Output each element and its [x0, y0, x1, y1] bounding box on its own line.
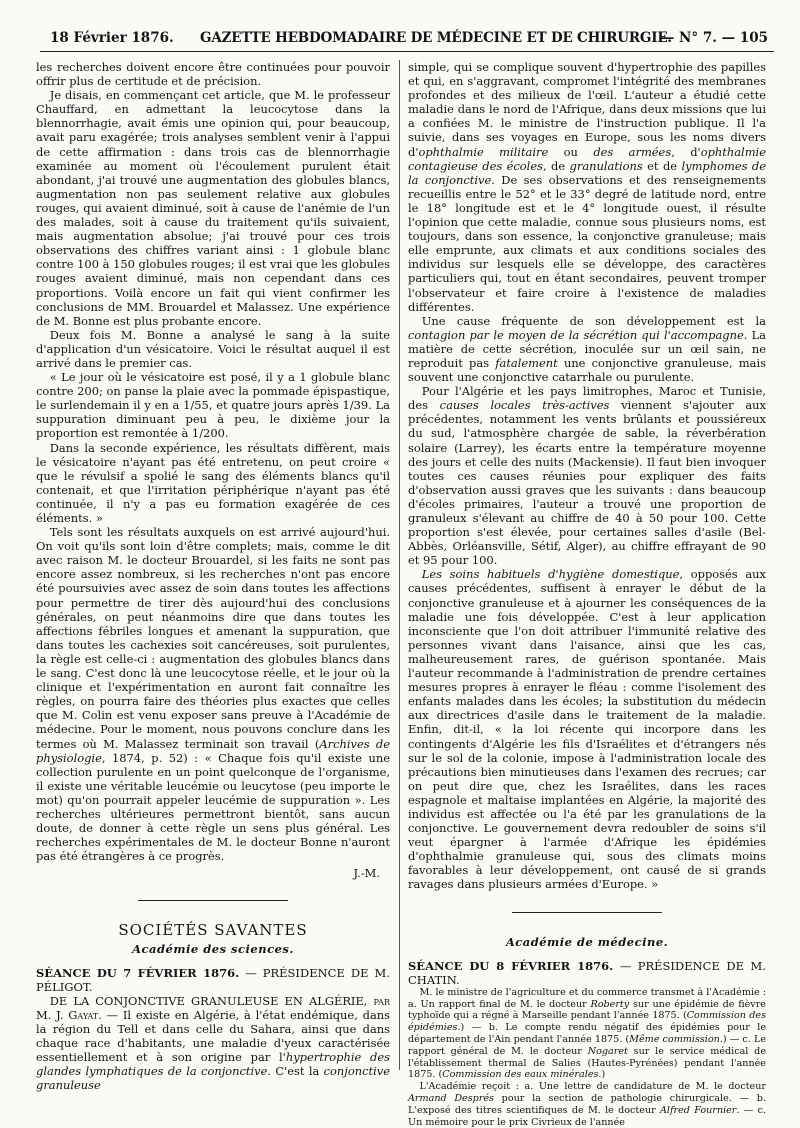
text-run: une conjonctive granuleuse, mais souvent une conjonctive catarrhale ou purulente. [408, 355, 766, 385]
text-run: sur le service médical de l'établissement thermal de Salies (Hautes-Pyrénées) pendant l'année 1875. ( [408, 1045, 766, 1081]
seance-presidency: — PRÉSIDENCE DE M. PÉLIGOT. [36, 965, 390, 994]
paragraph: les recherches doivent encore être continuées pour pouvoir offrir plus de certitude et de précision. [36, 60, 390, 89]
text-run: Une cause fréquente de son développement est la [421, 313, 766, 328]
text-run: ou [548, 144, 594, 159]
text-run: M. le ministre de l'agriculture et du commerce transmet à l'Académie : a. Un rapport final de M. le docteur [408, 986, 766, 1010]
section-subtitle: Académie des sciences. [132, 941, 294, 956]
paragraph [408, 384, 766, 567]
text-run: pour la section de pathologie chirurgicale. — b. L'exposé des titres scientifiques de M. le docteur [408, 1092, 767, 1116]
header-date: 18 Février 1876. [50, 30, 174, 46]
text-run: Pour l'Algérie et les pays limitrophes, Maroc et Tunisie, des [408, 384, 766, 413]
page-header [50, 30, 768, 52]
text-run: simple, qui se complique souvent d'hypertrophie des papilles et qui, en s'aggravant, compromet l'intégrité des membranes profondes et des milieux de l'œil. L'auteur a étudié cette maladie dans le nord de l'Afrique, dans deux missions que lui a confiées M. le ministre de l'instruction publique. Il l'a suivie, dans ses voyages en Europe, sous les noms divers d' [408, 60, 766, 159]
seance-line [408, 959, 766, 987]
signature: J.-M. [353, 866, 380, 881]
italic-run: contagion par le moyen de la sécrétion qui l'accompagne [408, 327, 744, 342]
paragraph: Dans la seconde expérience, les résultats diffèrent, mais le vésicatoire n'ayant pas été entretenu, on peut croire « que le révulsif a spolié le sang des éléments blancs qu'il contenait, et que l'irritation périphérique n'ayant pas été continuée, il n'y a pas eu formation exagérée de ces éléments. » [36, 440, 390, 525]
left-column [36, 60, 391, 1093]
article-title: DE LA CONJONCTIVE GRANULEUSE EN ALGÉRIE, par M. J. Gayat. [36, 993, 390, 1022]
text-run: , opposés aux causes précédentes, suffisent à enrayer le début de la conjonctive granuleuse et à ajourner les conséquences de la maladie une fois développée. C'est à leur application inconsciente que l'on doit attribuer l'immunité relative des personnes vivant dans l'aisance, ainsi que les cas, malheureusement rares, de guérison spontanée. Mais l'auteur recommande à l'administration de prendre certaines mesures propres à enrayer le fléau : comme l'isolement des enfants malades dans les écoles; la substitution du médecin aux directrices d'asile dans le traitement de la maladie. Enfin, dit-il, « la loi récente qui incorpore dans les contingents d'Algérie les fils d'Israélites et d'étrangers nés sur le sol de la colonie, impose à l'administration locale des précautions bien minutieuses dans l'examen des recrues; car on peut dire que, chez les Israélites, dans les races espagnole et maltaise implantées en Algérie, la majorité des individus est affectée ou l'a été par les granulations de la conjonctive. Le gouvernement devra redoubler de soins s'il veut épargner à l'armée d'Afrique les épidémies d'ophthalmie granuleuse qui, sous des climats moins favorables à leur développement, ont causé de si grands ravages dans plusieurs armées d'Europe. » [408, 567, 766, 892]
text-run: , d' [671, 144, 701, 159]
italic-run: ophthalmie militaire [418, 144, 549, 159]
text-run: , 1874, p. 52) : « Chaque fois qu'il existe une collection purulente en un point quelconque de l'organisme, il existe une véritable leucémie ou leucytose (peu importe le mot) qu'on pourrait appeler leucémie de suppuration ». Les recherches ultérieures permettront bientôt, sans aucun doute, de donner à cette règle un sens plus général. Les recherches expérimentales de M. le docteur Bonne n'auront pas été étrangères à ce progrès. [36, 750, 390, 864]
italic-run: Roberty [590, 998, 630, 1010]
text-run: — Il existe en Algérie, à l'état endémique, dans la région du Tell et dans celle du Sahara, ainsi que dans chaque race d'habitants, une maladie d'yeux caractérisée essentiellement et à son origine par l' [36, 1007, 391, 1065]
text-run: et de [642, 158, 682, 173]
section-separator [512, 912, 662, 913]
paragraph: « Le jour où le vésicatoire est posé, il y a 1 globule blanc contre 200; on panse la plaie avec la pommade épispastique, le surlendemain il y en a 1/55, et quatre jours après 1/39. La suppuration diminuant peu à peu, le dixième jour la proportion est remontée à 1/200. [36, 370, 390, 441]
italic-run: Commission des épidémies [408, 1010, 766, 1034]
italic-run: Nogaret [587, 1045, 628, 1057]
italic-run: des armées [593, 144, 672, 159]
minutes-block [408, 987, 766, 1128]
paragraph [36, 525, 390, 863]
italic-run: Même commission [629, 1034, 720, 1045]
seance-date: SÉANCE DU 7 FÉVRIER 1876. [36, 965, 240, 980]
text-run: viennent s'ajouter aux précédentes, notamment les vents brûlants et poussiéreux du sud, l'atmosphère chargée de sable, la réverbération solaire (Larrey), les écarts entre la température moyenne des jours et celle des nuits (Mackensie). Il faut bien invoquer toutes ces causes réunies pour expliquer des faits d'observation aussi graves que les suivants : dans beaucoup d'écoles primaires, l'auteur a trouvé une proportion de granuleux s'élevant au chiffre de 40 à 50 pour 100. Cette proportion s'est élevée, pour certaines salles d'asile (Bel-Abbès, Orléansville, Sétif, Alger), au chiffre effrayant de 90 et 95 pour 100. [408, 398, 766, 568]
italic-run: hypertrophie des glandes lymphatiques de la conjonctive [36, 1050, 391, 1079]
italic-run: Commission des eaux minérales [442, 1069, 599, 1081]
minutes-paragraph [408, 1081, 766, 1128]
paragraph [408, 567, 766, 891]
column-divider [399, 60, 400, 1070]
italic-run: granulations [569, 158, 643, 173]
section-subtitle: Académie de médecine. [505, 934, 669, 949]
seance-date: SÉANCE DU 8 FÉVRIER 1876. [408, 958, 614, 973]
paragraph [408, 314, 766, 384]
italic-run: Archives de physiologie [36, 736, 391, 765]
italic-run: lymphomes de la conjonctive [408, 158, 766, 187]
text-run: .) [598, 1069, 606, 1081]
text-run: . C'est la [267, 1064, 324, 1079]
article-paragraph [36, 994, 390, 1093]
text-run: Tels sont les résultats auxquels on est arrivé aujourd'hui. On voit qu'ils sont loin d'être complets; mais, comme le dit avec raison M. le docteur Brouardel, si les faits ne sont pas encore assez nombreux, si les recherches n'ont pas encore été poursuivies avec assez de soin dans toutes les affections pour permettre de tirer dès aujourd'hui des conclusions générales, on peut néanmoins dire que dans toutes les affections fébriles longues et amenant la suppuration, que dans toutes les cachexies soit cancéreuses, soit purulentes, la règle est celle-ci : augmentation des globules blancs dans le sang. C'est donc là une leucocytose réelle, et le jour où la clinique et l'expérimentation en auront fait connaître les règles, on pourra faire des théories plus exactes que celles que M. Colin est venu exposer sans preuve à l'Académie de médecine. Pour le moment, nous pouvons conclure dans les termes où M. Malassez terminait son travail ( [36, 525, 390, 751]
italic-run: fatalement [495, 355, 558, 370]
section-separator [138, 900, 288, 901]
text-run: . De ses observations et des renseignements recueillis entre le 52° et le 33° degré de latitude nord, entre le 18° longitude est et le 4° longitude ouest, il résulte l'opinion que cette maladie, connue sous plusieurs noms, est toujours, dans son essence, la conjonctive granuleuse; mais elle emprunte, aux climats et aux conditions sociales des individus sur lesquels elle se développe, des caractères particuliers qui, tout en étant secondaires, peuvent tromper l'observateur et faire croire à l'existence de maladies différentes. [408, 172, 766, 314]
header-title: GAZETTE HEBDOMADAIRE DE MÉDECINE ET DE CHIRURGIE. [200, 30, 672, 46]
text-run: .) — c. Le rapport général de M. le docteur [408, 1034, 767, 1057]
text-run: L'Académie reçoit : a. Une lettre de candidature de M. le docteur [419, 1081, 766, 1093]
text-run: .) — b. Le compte rendu négatif des épidémies pour le département de l'Ain pendant l'année 1875. ( [408, 1022, 766, 1045]
paragraph: Deux fois M. Bonne a analysé le sang à la suite d'application d'un vésicatoire. Voici le résultat auquel il est arrivé dans le premier cas. [36, 327, 390, 370]
italic-run: Les soins habituels d'hygiène domestique [421, 567, 680, 582]
italic-run: Alfred Fournier [659, 1104, 737, 1116]
header-rule [40, 51, 774, 52]
text-run: . La matière de cette sécrétion, inoculée sur un œil sain, ne reproduit pas [408, 327, 767, 370]
section-title: SOCIÉTÉS SAVANTES [118, 921, 308, 940]
seance-presidency: — PRÉSIDENCE DE M. CHATIN. [408, 958, 766, 987]
text-run: . — c. Un mémoire pour le prix Civrieux de l'année [408, 1104, 766, 1128]
paragraph: Je disais, en commençant cet article, que M. le professeur Chauffard, en admettant la leucocytose dans la blennorrhagie, avait émis une opinion qui, pour beaucoup, avait paru exagérée; trois analyses semblent venir à l'appui de cette affirmation : dans trois cas de blennorrhagie examinée au moment où l'écoulement purulent était abondant, j'ai trouvé une augmentation des globules blancs, augmentation non pas seulement relative aux globules rouges, qui avaient diminué, soit à cause de l'anémie de l'un des malades, soit à cause du traitement qu'ils suivaient, mais augmentation absolue; j'ai trouvé pour ces trois observations des chiffres variant ainsi : 1 globule blanc contre 100 à 150 globules rouges; il est vrai que les globules rouges avaient diminué, mais non cependant dans ces proportions. Voilà encore un fait qui vient confirmer les conclusions de MM. Brouardel et Malassez. Une expérience de M. Bonne est plus probante encore. [36, 88, 390, 328]
seance-line [36, 966, 390, 994]
text-run: sur une épidémie de fièvre typhoïde qui a régné à Marseille pendant l'année 1875. ( [408, 998, 766, 1022]
right-column [408, 60, 767, 1128]
text-run: , de [542, 158, 570, 173]
italic-run: conjonctive granuleuse [36, 1064, 390, 1093]
minutes-paragraph [408, 987, 766, 1081]
italic-run: causes locales très-actives [439, 398, 610, 413]
italic-run: ophthalmie contagieuse des écoles [408, 144, 766, 173]
paragraph [408, 60, 766, 314]
header-issue: — N° 7. — 105 [660, 30, 768, 46]
italic-run: Armand Després [408, 1092, 494, 1104]
